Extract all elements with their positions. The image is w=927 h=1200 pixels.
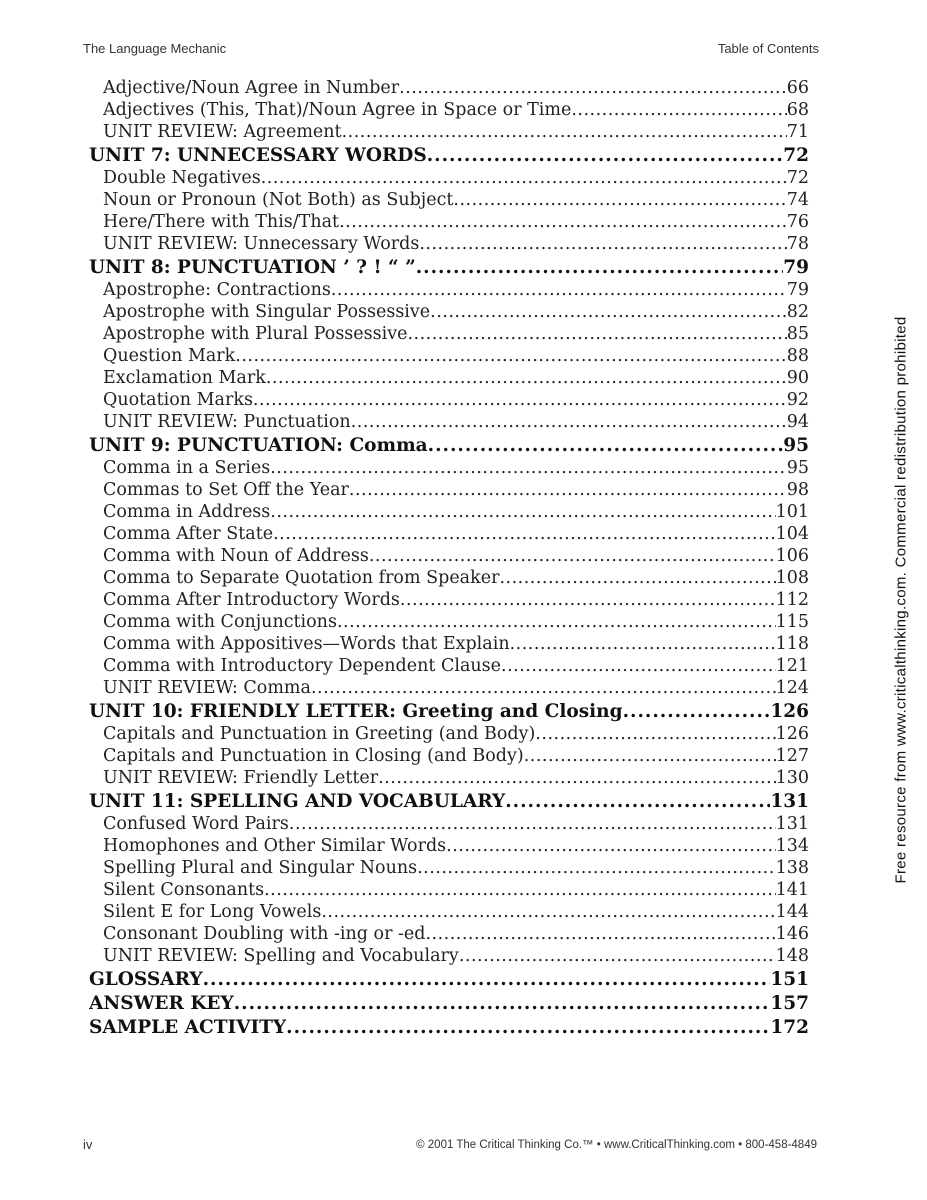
toc-entry — [89, 656, 809, 678]
redistribution-notice: Free resource from www.criticalthinking.com. Commercial redistribution prohibited — [892, 316, 910, 884]
toc-entry — [89, 814, 809, 836]
toc-entry-title: Consonant Doubling with -ing or -ed — [103, 924, 426, 944]
toc-entry — [89, 390, 809, 412]
toc-entry — [89, 836, 809, 858]
toc-entry-page: 82 — [786, 302, 809, 322]
toc-entry-page: 72 — [786, 168, 809, 188]
toc-entry-title: Capitals and Punctuation in Closing (and Body) — [103, 746, 524, 766]
toc-entry — [89, 946, 809, 968]
toc-entry-page: 126 — [775, 724, 809, 744]
dot-leader — [535, 724, 775, 744]
dot-leader — [273, 524, 776, 544]
toc-entry-title: UNIT 7: UNNECESSARY WORDS — [89, 145, 427, 166]
toc-entry-page: 126 — [770, 701, 809, 722]
dot-leader — [266, 368, 787, 388]
toc-entry-page: 95 — [783, 435, 809, 456]
toc-entry — [89, 902, 809, 924]
toc-unit-entry — [89, 993, 809, 1016]
toc-entry-title: UNIT 11: SPELLING AND VOCABULARY — [89, 791, 506, 812]
toc-entry — [89, 480, 809, 502]
toc-entry-title: Noun or Pronoun (Not Both) as Subject — [103, 190, 454, 210]
toc-entry-page: 144 — [775, 902, 809, 922]
dot-leader — [399, 78, 787, 98]
toc-entry-title: Confused Word Pairs — [103, 814, 289, 834]
dot-leader — [331, 280, 787, 300]
toc-entry — [89, 678, 809, 700]
dot-leader — [453, 190, 786, 210]
toc-entry-page: 79 — [786, 280, 809, 300]
toc-entry-page: 121 — [775, 656, 809, 676]
toc-entry — [89, 78, 809, 100]
footer-copyright: © 2001 The Critical Thinking Co.™ • www.CriticalThinking.com • 800-458-4849 — [416, 1139, 817, 1151]
toc-entry-title: UNIT REVIEW: Agreement — [103, 122, 342, 142]
toc-entry — [89, 524, 809, 546]
toc-unit-entry — [89, 435, 809, 458]
toc-entry — [89, 924, 809, 946]
toc-entry-page: 76 — [786, 212, 809, 232]
toc-entry — [89, 724, 809, 746]
toc-entry-title: GLOSSARY — [89, 969, 203, 990]
toc-entry — [89, 412, 809, 434]
toc-entry-page: 146 — [775, 924, 809, 944]
toc-entry-title: Comma with Appositives—Words that Explain — [103, 634, 510, 654]
dot-leader — [261, 168, 787, 188]
toc-entry-title: UNIT REVIEW: Friendly Letter — [103, 768, 379, 788]
dot-leader — [289, 814, 776, 834]
toc-entry-title: Adjectives (This, That)/Noun Agree in Space or Time — [103, 100, 572, 120]
toc-entry-title: UNIT 10: FRIENDLY LETTER: Greeting and Closing — [89, 701, 623, 722]
toc-entry — [89, 122, 809, 144]
toc-unit-entry — [89, 969, 809, 992]
toc-entry-title: Silent E for Long Vowels — [103, 902, 322, 922]
toc-entry — [89, 634, 809, 656]
toc-entry-page: 68 — [786, 100, 809, 120]
toc-entry-page: 104 — [775, 524, 809, 544]
dot-leader — [400, 590, 776, 610]
toc-entry — [89, 234, 809, 256]
toc-entry — [89, 100, 809, 122]
dot-leader — [524, 746, 776, 766]
toc-entry-title: Quotation Marks — [103, 390, 253, 410]
dot-leader — [501, 656, 776, 676]
dot-leader — [270, 502, 775, 522]
toc-entry — [89, 568, 809, 590]
dot-leader — [499, 568, 775, 588]
toc-unit-entry — [89, 791, 809, 814]
toc-entry-title: UNIT 9: PUNCTUATION: Comma — [89, 435, 428, 456]
toc-entry-title: UNIT REVIEW: Unnecessary Words — [103, 234, 420, 254]
toc-entry-page: 85 — [786, 324, 809, 344]
dot-leader — [407, 324, 786, 344]
running-header-title: The Language Mechanic — [83, 41, 227, 56]
toc-entry — [89, 190, 809, 212]
toc-entry — [89, 746, 809, 768]
toc-entry-title: Homophones and Other Similar Words — [103, 836, 447, 856]
dot-leader — [459, 946, 776, 966]
toc-entry — [89, 212, 809, 234]
toc-entry-page: 148 — [775, 946, 809, 966]
toc-entry-page: 108 — [775, 568, 809, 588]
dot-leader — [428, 435, 784, 456]
toc-entry-page: 124 — [775, 678, 809, 698]
toc-entry-page: 130 — [775, 768, 809, 788]
dot-leader — [311, 678, 776, 698]
toc-entry-page: 94 — [786, 412, 809, 432]
toc-entry-page: 78 — [786, 234, 809, 254]
dot-leader — [253, 390, 787, 410]
dot-leader — [571, 100, 786, 120]
toc-entry-page: 134 — [775, 836, 809, 856]
toc-entry-title: Double Negatives — [103, 168, 261, 188]
toc-entry-title: Silent Consonants — [103, 880, 265, 900]
toc-entry-page: 118 — [775, 634, 809, 654]
table-of-contents — [89, 78, 809, 1040]
toc-entry-page: 79 — [783, 257, 809, 278]
toc-entry-page: 92 — [786, 390, 809, 410]
toc-unit-entry — [89, 145, 809, 168]
dot-leader — [351, 412, 787, 432]
toc-entry-title: Comma to Separate Quotation from Speaker — [103, 568, 500, 588]
toc-entry — [89, 590, 809, 612]
toc-entry-title: Exclamation Mark — [103, 368, 266, 388]
toc-entry-page: 127 — [775, 746, 809, 766]
toc-entry-title: Adjective/Noun Agree in Number — [103, 78, 400, 98]
toc-entry-title: Comma in Address — [103, 502, 271, 522]
toc-entry-title: Apostrophe: Contractions — [103, 280, 331, 300]
dot-leader — [235, 346, 786, 366]
toc-entry-title: Here/There with This/That — [103, 212, 340, 232]
dot-leader — [378, 768, 775, 788]
toc-entry-title: Question Mark — [103, 346, 236, 366]
toc-entry-title: Comma in a Series — [103, 458, 271, 478]
dot-leader — [342, 122, 787, 142]
toc-entry-page: 88 — [786, 346, 809, 366]
dot-leader — [203, 969, 771, 990]
toc-entry-page: 98 — [786, 480, 809, 500]
toc-entry-title: UNIT REVIEW: Spelling and Vocabulary — [103, 946, 459, 966]
dot-leader — [270, 458, 787, 478]
toc-entry-page: 138 — [775, 858, 809, 878]
toc-entry-title: Spelling Plural and Singular Nouns — [103, 858, 418, 878]
toc-entry — [89, 858, 809, 880]
toc-entry-title: UNIT 8: PUNCTUATION ’ ? ! “ ” — [89, 257, 416, 278]
toc-entry-page: 141 — [775, 880, 809, 900]
toc-unit-entry — [89, 701, 809, 724]
toc-unit-entry — [89, 1017, 809, 1040]
toc-entry-title: ANSWER KEY — [89, 993, 234, 1014]
dot-leader — [349, 480, 787, 500]
toc-entry-page: 131 — [770, 791, 809, 812]
dot-leader — [339, 212, 787, 232]
toc-entry — [89, 546, 809, 568]
toc-entry-title: UNIT REVIEW: Comma — [103, 678, 311, 698]
dot-leader — [623, 701, 771, 722]
dot-leader — [510, 634, 776, 654]
toc-entry-page: 151 — [770, 969, 809, 990]
toc-entry — [89, 168, 809, 190]
dot-leader — [234, 993, 771, 1014]
page-number: iv — [83, 1137, 93, 1152]
toc-entry-title: Apostrophe with Singular Possessive — [103, 302, 431, 322]
toc-entry-page: 95 — [786, 458, 809, 478]
toc-entry — [89, 346, 809, 368]
running-header-section: Table of Contents — [717, 41, 819, 56]
toc-entry-page: 115 — [775, 612, 809, 632]
toc-entry — [89, 368, 809, 390]
dot-leader — [419, 234, 786, 254]
dot-leader — [264, 880, 775, 900]
toc-entry — [89, 768, 809, 790]
toc-unit-entry — [89, 257, 809, 280]
toc-entry-page: 106 — [775, 546, 809, 566]
dot-leader — [416, 257, 784, 278]
toc-entry-page: 90 — [786, 368, 809, 388]
toc-entry-page: 74 — [786, 190, 809, 210]
toc-entry-page: 172 — [770, 1017, 809, 1038]
toc-entry — [89, 880, 809, 902]
toc-entry-title: Comma with Conjunctions — [103, 612, 337, 632]
toc-entry-title: Comma After State — [103, 524, 274, 544]
dot-leader — [427, 145, 784, 166]
dot-leader — [286, 1017, 770, 1038]
toc-entry — [89, 502, 809, 524]
toc-entry-page: 71 — [786, 122, 809, 142]
toc-entry-title: Comma After Introductory Words — [103, 590, 400, 610]
toc-entry-title: SAMPLE ACTIVITY — [89, 1017, 287, 1038]
toc-entry — [89, 302, 809, 324]
dot-leader — [446, 836, 775, 856]
toc-entry — [89, 458, 809, 480]
dot-leader — [417, 858, 775, 878]
toc-entry — [89, 324, 809, 346]
toc-entry-title: Commas to Set Off the Year — [103, 480, 349, 500]
dot-leader — [321, 902, 775, 922]
dot-leader — [337, 612, 776, 632]
toc-entry — [89, 612, 809, 634]
toc-entry-title: Capitals and Punctuation in Greeting (and Body) — [103, 724, 536, 744]
dot-leader — [430, 302, 787, 322]
toc-entry-title: UNIT REVIEW: Punctuation — [103, 412, 351, 432]
dot-leader — [505, 791, 770, 812]
toc-entry — [89, 280, 809, 302]
toc-entry-title: Apostrophe with Plural Possessive — [103, 324, 408, 344]
toc-entry-page: 131 — [775, 814, 809, 834]
dot-leader — [425, 924, 775, 944]
toc-entry-page: 66 — [786, 78, 809, 98]
dot-leader — [369, 546, 776, 566]
toc-entry-page: 72 — [783, 145, 809, 166]
toc-entry-title: Comma with Noun of Address — [103, 546, 369, 566]
toc-entry-page: 101 — [775, 502, 809, 522]
toc-entry-page: 157 — [770, 993, 809, 1014]
toc-entry-page: 112 — [775, 590, 809, 610]
toc-entry-title: Comma with Introductory Dependent Clause — [103, 656, 501, 676]
